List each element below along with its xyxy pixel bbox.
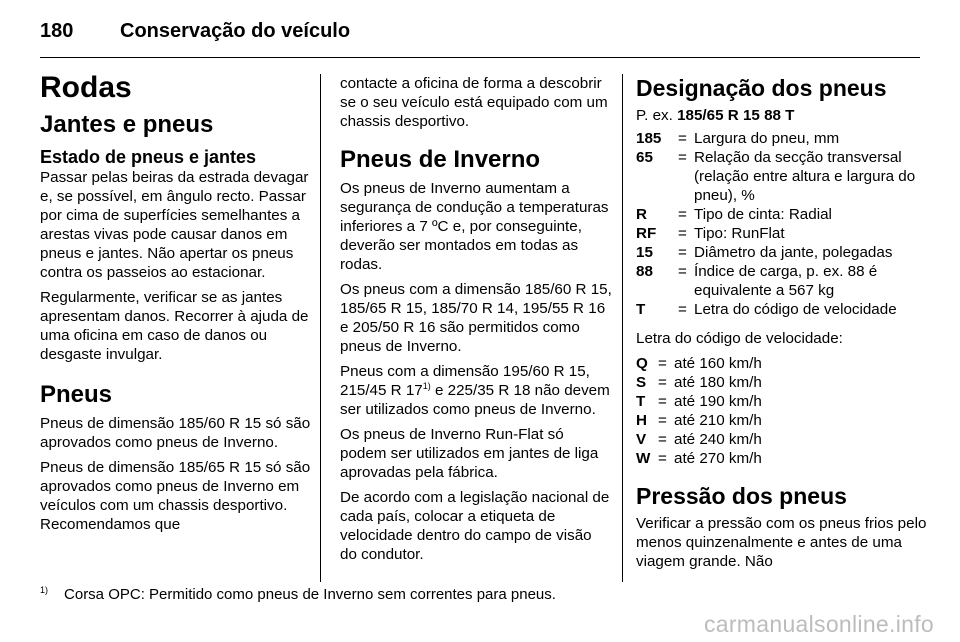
column-1 [40, 70, 315, 540]
row-description: até 160 km/h [674, 355, 762, 372]
paragraph: Pneus de dimensão 185/65 R 15 só são aprovados como pneus de Inverno em veículos com um chassis desportivo. Recomendamos que [40, 459, 311, 533]
row-code: S [636, 374, 647, 391]
table-row [636, 262, 936, 300]
watermark: carmanualsonline.info [703, 611, 934, 637]
table-row [636, 354, 762, 373]
row-equals: = [658, 450, 667, 467]
designation-table [636, 129, 936, 319]
row-code: H [636, 412, 647, 429]
table-row [636, 205, 936, 224]
heading-pneus: Pneus [40, 381, 113, 408]
heading-pneus-de-inverno: Pneus de Inverno [340, 146, 541, 173]
example-line [636, 106, 936, 125]
row-description: Diâmetro da jante, polegadas [694, 244, 893, 261]
row-code: Q [636, 355, 648, 372]
speed-table [636, 354, 762, 468]
row-code: R [636, 206, 647, 223]
row-equals: = [658, 412, 667, 429]
row-equals: = [658, 393, 667, 410]
footnote-text: Corsa OPC: Permitido como pneus de Inverno sem correntes para pneus. [64, 586, 556, 603]
row-code: 65 [636, 149, 653, 166]
heading-designacao: Designação dos pneus [636, 75, 887, 101]
row-description: Tipo de cinta: Radial [694, 206, 832, 223]
paragraph: Regularmente, verificar se as jantes apresentam danos. Recorrer à ajuda de uma oficina em caso de danos ou desgaste invulgar. [40, 289, 309, 363]
paragraph: Pneus de dimensão 185/60 R 15 só são aprovados como pneus de Inverno. [40, 415, 311, 451]
header-rule [40, 57, 920, 58]
column-2 [340, 74, 612, 570]
table-row [636, 373, 762, 392]
page-number: 180 [40, 20, 74, 42]
row-code: V [636, 431, 647, 448]
row-description: Largura do pneu, mm [694, 130, 840, 147]
table-row [636, 300, 936, 319]
row-description: até 270 km/h [674, 450, 762, 467]
row-code: W [636, 450, 651, 467]
page-header [40, 20, 350, 43]
row-code: T [636, 301, 646, 318]
paragraph: Os pneus de Inverno aumentam a segurança de condução a temperaturas inferiores a 7 ºC e, por conseguinte, deverão ser montados em todas as rodas. [340, 180, 609, 273]
row-code: T [636, 393, 646, 410]
table-row [636, 449, 762, 468]
row-description: até 240 km/h [674, 431, 762, 448]
row-equals: = [678, 244, 687, 261]
paragraph: Verificar a pressão com os pneus frios pelo menos quinzenalmente e antes de uma viagem grande. Não [636, 515, 927, 570]
table-row [636, 243, 936, 262]
paragraph-part: e 225/35 R 18 não devem ser utilizados como pneus de Inverno. [340, 382, 610, 418]
row-equals: = [658, 374, 667, 391]
table-row [636, 148, 936, 205]
row-equals: = [678, 225, 687, 242]
column-3 [636, 74, 936, 577]
row-equals: = [658, 431, 667, 448]
speed-intro: Letra do código de velocidade: [636, 330, 843, 347]
row-code: 185 [636, 130, 662, 147]
row-description: Índice de carga, p. ex. 88 é equivalente a 567 kg [694, 263, 878, 299]
paragraph: Os pneus de Inverno Run-Flat só podem ser utilizados em jantes de liga aprovadas pela fábrica. [340, 426, 599, 481]
row-description: Tipo: RunFlat [694, 225, 785, 242]
table-row [636, 411, 762, 430]
table-row [636, 129, 936, 148]
column-divider-1 [320, 74, 321, 582]
row-equals: = [678, 263, 687, 280]
heading-estado: Estado de pneus e jantes [40, 147, 257, 167]
row-code: RF [636, 225, 657, 242]
row-equals: = [678, 301, 687, 318]
paragraph: De acordo com a legislação nacional de cada país, colocar a etiqueta de velocidade dentro do campo de visão do condutor. [340, 489, 610, 563]
paragraph-part: Pneus com a dimensão 195/60 R 15, 215/45 R 17 [340, 363, 590, 399]
row-description: até 180 km/h [674, 374, 762, 391]
row-equals: = [678, 130, 687, 147]
footnote-mark: 1) [40, 585, 49, 595]
paragraph [340, 362, 612, 419]
row-equals: = [658, 355, 667, 372]
paragraph: Os pneus com a dimensão 185/60 R 15, 185/65 R 15, 185/70 R 14, 195/55 R 16 e 205/50 R 16 são permitidos como pneus de Inverno. [340, 281, 612, 355]
footnote [40, 586, 556, 603]
row-equals: = [678, 149, 687, 166]
row-code: 88 [636, 263, 653, 280]
row-description: Relação da secção transversal (relação entre altura e largura do pneu), % [694, 149, 916, 204]
example-prefix: P. ex. [636, 107, 678, 124]
heading-jantes-e-pneus: Jantes e pneus [40, 111, 214, 138]
heading-pressao: Pressão dos pneus [636, 483, 847, 509]
footnote-reference: 1) [422, 380, 431, 391]
row-code: 15 [636, 244, 653, 261]
paragraph: contacte a oficina de forma a descobrir se o seu veículo está equipado com um chassis desportivo. [340, 75, 608, 130]
heading-rodas: Rodas [40, 71, 132, 104]
table-row [636, 392, 762, 411]
column-divider-2 [622, 74, 623, 582]
row-description: até 210 km/h [674, 412, 762, 429]
row-description: Letra do código de velocidade [694, 301, 897, 318]
table-row [636, 224, 936, 243]
section-title: Conservação do veículo [120, 20, 351, 42]
row-description: até 190 km/h [674, 393, 762, 410]
paragraph: Passar pelas beiras da estrada devagar e, se possível, em ângulo recto. Passar por cima de superfícies semelhantes a arestas vivas pode causar danos em pneus e jantes. Não apertar os pneus contra os passeios ao estacionar. [40, 169, 309, 281]
row-equals: = [678, 206, 687, 223]
table-row [636, 430, 762, 449]
example-value: 185/65 R 15 88 T [677, 107, 795, 124]
